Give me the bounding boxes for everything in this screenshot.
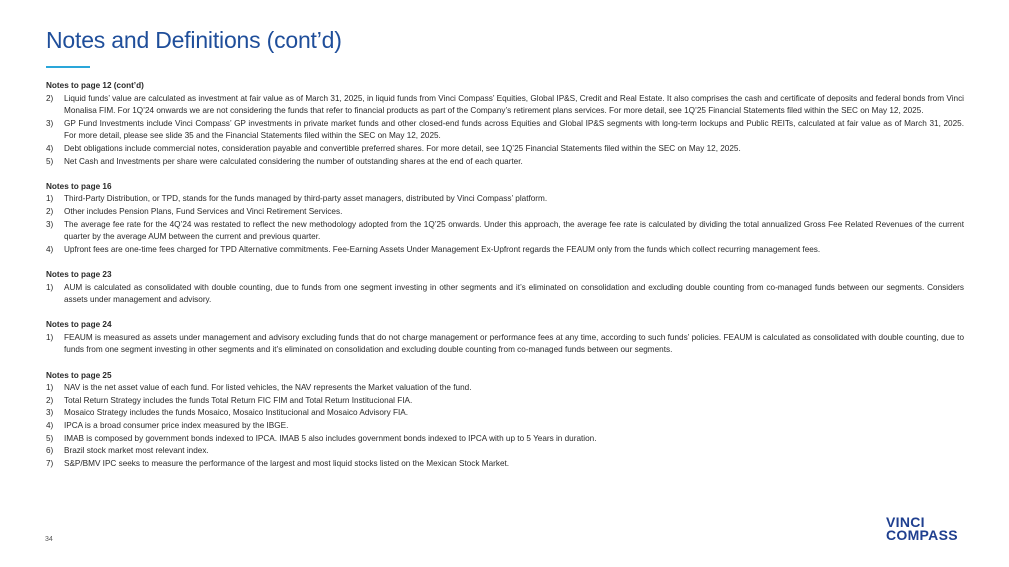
note-text: Brazil stock market most relevant index. (64, 446, 209, 456)
note-text: Mosaico Strategy includes the funds Mosaico, Mosaico Institucional and Mosaico Advisory FIA. (64, 408, 409, 418)
note-number: 7) (46, 458, 54, 468)
title-underline (46, 66, 90, 68)
note-text: S&P/BMV IPC seeks to measure the performance of the largest and most liquid stocks listed on the Mexican Stock Market. (64, 458, 510, 468)
note-item (46, 93, 964, 118)
note-item (46, 445, 964, 458)
section-heading: Notes to page 24 (46, 320, 112, 330)
note-text: The average fee rate for the 4Q’24 was restated to reflect the new methodology adopted from the 1Q’25 onwards. Under this approach, the average fee rate is calculated by dividing the total annualized Gross Fee Related Revenues of the current quarter by the average AUM between the current and previous quarter. (64, 219, 964, 242)
note-item (46, 206, 964, 219)
note-text: FEAUM is measured as assets under management and advisory excluding funds that do not charge management or performance fees at any time, according to such funds’ policies. FEAUM is calculated as consolidated with double counting, due to funds from one segment investing in other segments and it’s eliminated on consolidation and excluding double counting from co-managed funds between our segments. (64, 332, 964, 355)
note-text: Total Return Strategy includes the funds Total Return FIC FIM and Total Return Institucional FIA. (64, 395, 413, 405)
page-title: Notes and Definitions (cont’d) (46, 27, 342, 53)
vinci-compass-logo (886, 516, 958, 542)
note-item (46, 420, 964, 433)
note-text: Other includes Pension Plans, Fund Services and Vinci Retirement Services. (64, 206, 343, 216)
note-number: 4) (46, 244, 54, 254)
note-number: 6) (46, 446, 54, 456)
note-text: Liquid funds’ value are calculated as investment at fair value as of March 31, 2025, in liquid funds from Vinci Compass’ Equities, Global IP&S, Credit and Real Estate. It also comprises the cash and certificate of deposits and federal bonds from Vinci Monalisa FIM. For 1Q’24 onwards we are not considering the funds that refer to financial products as part of the Company’s retirement plans services. For more detail, see 1Q’25 Financial Statements filed within the SEC on May 12, 2025. (64, 93, 964, 116)
note-item (46, 156, 964, 169)
note-text: Upfront fees are one-time fees charged for TPD Alternative commitments. Fee-Earning Assets Under Management Ex-Upfront regards the FEAUM only from the funds which collect recurring management fees. (64, 244, 821, 254)
note-number: 1) (46, 194, 54, 204)
note-item (46, 219, 964, 244)
note-number: 3) (46, 118, 54, 128)
note-item (46, 458, 964, 471)
note-text: IMAB is composed by government bonds indexed to IPCA. IMAB 5 also includes government bonds indexed to IPCA with up to 5 Years in duration. (64, 433, 597, 443)
note-number: 3) (46, 219, 54, 229)
note-item (46, 332, 964, 357)
notes-content (46, 80, 964, 483)
note-item (46, 244, 964, 257)
note-text: AUM is calculated as consolidated with double counting, due to funds from one segment investing in other segments and it’s eliminated on consolidation and excluding double counting from co-managed funds between our segments. Considers assets under management and advisory. (64, 282, 964, 305)
notes-section (46, 319, 964, 357)
note-item (46, 193, 964, 206)
note-number: 1) (46, 282, 54, 292)
notes-section (46, 80, 964, 168)
page-number: 34 (45, 536, 53, 543)
note-number: 5) (46, 156, 54, 166)
note-text: GP Fund Investments include Vinci Compass’ GP investments in private market funds and other closed-end funds across Equities and Global IP&S segments with long-term lockups and Public REITs, calculated at fair value as of March 31, 2025. For more detail, please see slide 35 and the Financial Statements filed within the SEC on May 12, 2025. (64, 118, 964, 141)
section-heading: Notes to page 16 (46, 181, 112, 191)
note-number: 4) (46, 421, 54, 431)
note-item (46, 395, 964, 408)
note-item (46, 382, 964, 395)
note-text: IPCA is a broad consumer price index measured by the IBGE. (64, 421, 289, 431)
note-number: 1) (46, 383, 54, 393)
section-heading: Notes to page 12 (cont’d) (46, 81, 144, 90)
note-number: 2) (46, 206, 54, 216)
note-number: 5) (46, 433, 54, 443)
note-item (46, 143, 964, 156)
note-item (46, 407, 964, 420)
notes-section (46, 370, 964, 471)
note-text: Third-Party Distribution, or TPD, stands for the funds managed by third-party asset managers, distributed by Vinci Compass’ platform. (64, 194, 548, 204)
note-item (46, 118, 964, 143)
logo-line-2: COMPASS (886, 527, 958, 543)
note-number: 4) (46, 143, 54, 153)
note-number: 2) (46, 395, 54, 405)
note-number: 3) (46, 408, 54, 418)
section-heading: Notes to page 25 (46, 370, 112, 380)
note-number: 1) (46, 332, 54, 342)
note-text: Net Cash and Investments per share were calculated considering the number of outstanding shares at the end of each quarter. (64, 156, 523, 166)
notes-section (46, 269, 964, 307)
note-item (46, 433, 964, 446)
section-heading: Notes to page 23 (46, 269, 112, 279)
note-item (46, 282, 964, 307)
note-number: 2) (46, 93, 54, 103)
note-text: NAV is the net asset value of each fund. For listed vehicles, the NAV represents the Market valuation of the fund. (64, 383, 472, 393)
notes-section (46, 181, 964, 257)
logo-line-1: VINCI (886, 514, 925, 530)
note-text: Debt obligations include commercial notes, consideration payable and convertible preferred shares. For more detail, see 1Q’25 Financial Statements filed within the SEC on May 12, 2025. (64, 143, 741, 153)
